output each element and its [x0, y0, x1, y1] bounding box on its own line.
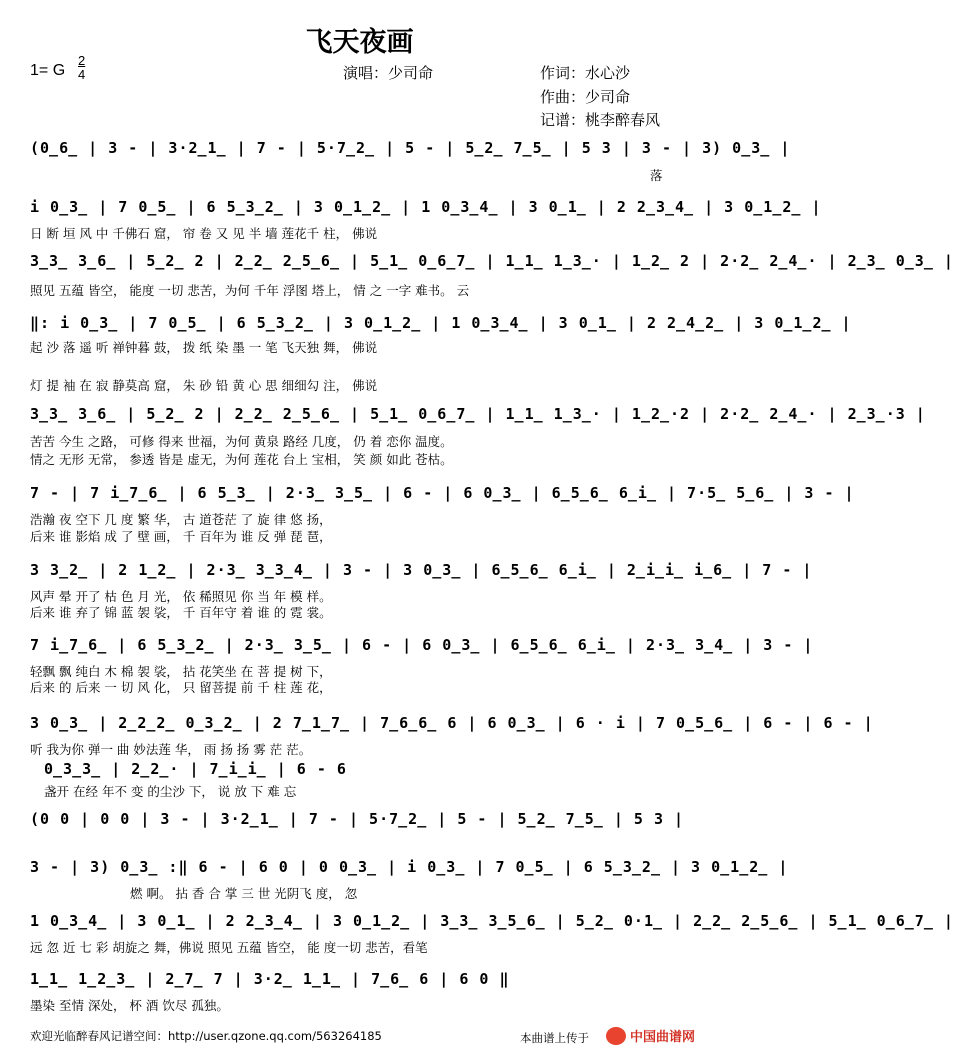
score-system-2-notes: i 0̲3̲ | 7 0̲5̲ | 6 5̲3̲2̲ | 3 0̲1̲2̲ | 1 0̲3̲4̲ | 3 0̲1̲ | 2 2̲3̲4̲ | 3 0̲1̲2̲ | — [30, 198, 822, 216]
score-system-9-notes: 3 0̲3̲ | 2̲2̲2̲ 0̲3̲2̲ | 2 7̲1̲7̲ | 7̲6̲6̲ 6 | 6 0̲3̲ | 6 · i | 7 0̲5̲6̲ | 6 - | 6 - | — [30, 714, 874, 732]
upload-notice: 本曲谱上传于 — [520, 1031, 589, 1045]
time-signature-top: 2 — [78, 53, 86, 68]
score-system-8-lyrics-verse-2: 后来 的 后来 一 切 风 化， 只 留菩提 前 千 柱 莲 花， — [30, 680, 332, 695]
score-system-5-notes: 3̲3̲ 3̲6̲ | 5̲2̲ 2 | 2̲2̲ 2̲5̲6̲ | 5̲1̲ 0̲6̲7̲ | 1̲1̲ 1̲3̲· | 1̲2̲·2 | 2·2̲ 2̲4̲· | 2̲3̲·3 | — [30, 405, 926, 423]
score-system-7-lyrics-verse-1: 风声 晕 开了 枯 色 月 光， 依 稀照见 你 当 年 模 样。 — [30, 589, 332, 604]
score-system-13-notes: 1 0̲3̲4̲ | 3 0̲1̲ | 2 2̲3̲4̲ | 3 0̲1̲2̲ | 3̲3̲ 3̲5̲6̲ | 5̲2̲ 0·1̲ | 2̲2̲ 2̲5̲6̲ | 5̲1̲ 0̲6̲7̲ | — [30, 912, 954, 930]
score-system-14-notes: 1̲1̲ 1̲2̲3̲ | 2̲7̲ 7 | 3·2̲ 1̲1̲ | 7̲6̲ 6 | 6 0 ‖ — [30, 970, 510, 988]
score-system-4-notes: ‖: i 0̲3̲ | 7 0̲5̲ | 6 5̲3̲2̲ | 3 0̲1̲2̲ | 1 0̲3̲4̲ | 3 0̲1̲ | 2 2̲4̲2̲ | 3 0̲1̲2̲ | — [30, 314, 852, 332]
score-system-13-lyrics: 远 忽 近 七 彩 胡旋之 舞，佛说 照见 五蕴 皆空， 能 度一切 悲苦，看笔 — [30, 940, 428, 955]
lyricist-credit: 作词：水心沙 — [540, 64, 631, 82]
score-system-10-notes: 0̲3̲3̲ | 2̲2̲· | 7̲i̲i̲ | 6 - 6 — [44, 760, 347, 778]
score-system-7-lyrics-verse-2: 后来 谁 弃了 锦 蓝 袈 裟， 千 百年守 着 谁 的 霓 裳。 — [30, 605, 332, 620]
score-system-8-lyrics-verse-1: 轻飘 飘 纯白 木 棉 袈 裟， 拈 花笑坐 在 菩 提 树 下， — [30, 664, 332, 679]
score-system-14-lyrics: 墨染 至情 深处， 杯 酒 饮尽 孤独。 — [30, 998, 229, 1013]
score-system-6-notes: 7 - | 7 i̲7̲6̲ | 6 5̲3̲ | 2·3̲ 3̲5̲ | 6 - | 6 0̲3̲ | 6̲5̲6̲ 6̲i̲ | 7·5̲ 5̲6̲ | 3 - | — [30, 484, 855, 502]
score-system-6-lyrics-verse-2: 后来 谁 影焰 成 了 壁 画， 千 百年为 谁 反 弹 琵 琶， — [30, 529, 332, 544]
score-system-5-lyrics-verse-2: 情之 无形 无常， 参透 皆是 虚无，为何 莲花 台上 宝相， 笑 颜 如此 苍枯。 — [30, 452, 453, 467]
transcriber-credit: 记谱：桃李醉春风 — [540, 111, 661, 129]
score-system-3-notes: 3̲3̲ 3̲6̲ | 5̲2̲ 2 | 2̲2̲ 2̲5̲6̲ | 5̲1̲ 0̲6̲7̲ | 1̲1̲ 1̲3̲· | 1̲2̲ 2 | 2·2̲ 2̲4̲· | 2̲3̲ 0̲3̲ | — [30, 252, 954, 270]
score-system-7-notes: 3 3̲2̲ | 2 1̲2̲ | 2·3̲ 3̲3̲4̲ | 3 - | 3 0̲3̲ | 6̲5̲6̲ 6̲i̲ | 2̲i̲i̲ i̲6̲ | 7 - | — [30, 561, 813, 579]
score-system-3-lyrics: 照见 五蕴 皆空， 能度 一切 悲苦，为何 千年 浮图 塔上， 情 之 一字 难书。 云 — [30, 283, 470, 298]
site-logo — [606, 1025, 710, 1049]
score-system-2-lyrics: 日 断 垣 风 中 千佛石 窟， 帘 卷 又 见 半 墙 莲花千 柱， 佛说 — [30, 226, 378, 241]
logo-text: 中国曲谱网 — [630, 1029, 696, 1044]
score-system-5-lyrics-verse-1: 苦苦 今生 之路， 可修 得来 世福，为何 黄泉 路经 几度， 仍 着 恋你 温度。 — [30, 434, 453, 449]
score-system-12-notes: 3 - | 3) 0̲3̲ :‖ 6 - | 6 0 | 0 0̲3̲ | i 0̲3̲ | 7 0̲5̲ | 6 5̲3̲2̲ | 3 0̲1̲2̲ | — [30, 858, 789, 876]
score-system-8-notes: 7 i̲7̲6̲ | 6 5̲3̲2̲ | 2·3̲ 3̲5̲ | 6 - | 6 0̲3̲ | 6̲5̲6̲ 6̲i̲ | 2·3̲ 3̲4̲ | 3 - | — [30, 636, 814, 654]
score-system-10-lyrics: 盏开 在经 年不 变 的尘沙 下， 说 放 下 难 忘 — [44, 784, 297, 799]
song-title: 飞天夜画 — [305, 27, 414, 58]
score-system-4-lyrics-verse-1: 起 沙 落 遥 听 禅钟暮 鼓， 拨 纸 染 墨 一 笔 飞天独 舞， 佛说 — [30, 340, 378, 355]
score-system-11-notes: (0 0 | 0 0 | 3 - | 3·2̲1̲ | 7 - | 5·7̲2̲ | 5 - | 5̲2̲ 7̲5̲ | 5 3 | — [30, 810, 685, 828]
score-system-9-lyrics: 听 我为你 弹一 曲 妙法莲 华， 雨 扬 扬 雾 茫 茫。 — [30, 742, 312, 757]
key-signature: 1= G — [30, 62, 66, 79]
time-signature-bottom: 4 — [78, 67, 86, 82]
score-system-4-lyrics-verse-2: 灯 提 袖 在 寂 静莫高 窟， 朱 砂 铅 黄 心 思 细细勾 注， 佛说 — [30, 378, 378, 393]
score-system-1-lyrics: 落 — [650, 168, 663, 183]
score-system-6-lyrics-verse-1: 浩瀚 夜 空下 几 度 繁 华， 古 道苍茫 了 旋 律 悠 扬， — [30, 512, 332, 527]
logo-icon — [606, 1027, 626, 1045]
composer-credit: 作曲：少司命 — [540, 88, 631, 106]
score-system-12-lyrics: 燃 啊。 拈 香 合 掌 三 世 光阴飞 度， 忽 — [130, 886, 358, 901]
singer-credit: 演唱：少司命 — [343, 64, 434, 82]
score-system-1-notes: (0̲6̲ | 3 - | 3·2̲1̲ | 7 - | 5·7̲2̲ | 5 - | 5̲2̲ 7̲5̲ | 5 3 | 3 - | 3) 0̲3̲ | — [30, 139, 791, 157]
footer-url-text: 欢迎光临醉春风记谱空间：http://user.qzone.qq.com/563264185 — [30, 1029, 382, 1043]
